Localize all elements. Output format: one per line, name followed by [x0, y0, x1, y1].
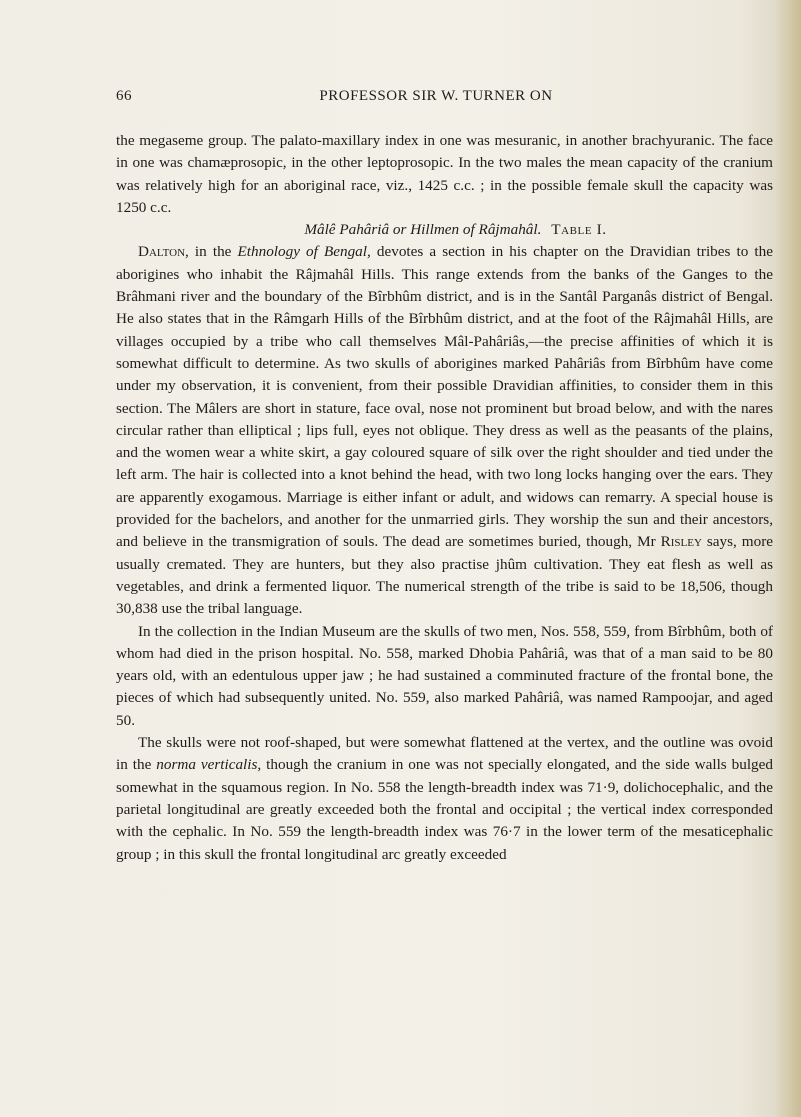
paragraph-dalton-part-a: , in the [185, 243, 238, 261]
paragraph-skulls-part-b: though the cranium in one was not specially elongated, and the side walls bulged somewhat in the squamous region. In No. 558 the length-breadth index was 71·9, dolichocephalic, and the parietal longitudinal are greatly exceeded both the frontal and occipital ; the vertical index corresponded with the cephalic. In No. 559 the length-breadth index was 76·7 in the lower term of the mesaticephalic group ; in this skull the frontal longitudinal arc greatly exceeded [116, 756, 773, 863]
paragraph-dalton-part-b: devotes a section in his chapter on the Dravidian tribes to the aborigines who inhabit the Râjmahâl Hills. This range extends from the banks of the Ganges to the Brâhmani river and the boundary of the Bîrbhûm district, and is in the Santâl Parganâs district of Bengal. He also states that in the Râmgarh Hills of the Bîrbhûm district, and at the foot of the Râjmahâl Hills, are villages occupied by a tribe who call themselves Mâl-Pahâriâs,—the precise affinities of which it is somewhat difficult to determine. As two skulls of aborigines marked Pahâriâs from Bîrbhûm have come under my observation, it is convenient, from their possible Dravidian affinities, to consider them in this section. The Mâlers are short in stature, face oval, nose not prominent but broad below, and with the nares circular rather than elliptical ; lips full, eyes not oblique. They dress as well as the peasants of the plains, and the women wear a white skirt, a gay coloured square of silk over the right shoulder and tied under the left arm. The hair is collected into a knot behind the head, with two long locks hanging over the ears. They are apparently exogamous. Marriage is either infant or adult, and widows can remarry. A special house is provided for the bachelors, and another for the unmarried girls. They worship the sun and their ancestors, and believe in the transmigration of souls. The dead are sometimes buried, though, Mr [116, 243, 773, 551]
paragraph-dalton [116, 241, 773, 620]
running-head: PROFESSOR SIR W. TURNER ON [319, 88, 553, 104]
body-text [116, 130, 773, 866]
page-header [116, 88, 716, 108]
page-edge-shading [775, 0, 801, 1117]
author-name-risley: Risley [660, 533, 702, 551]
table-heading-label: Table I. [551, 221, 607, 239]
paragraph-intro: the megaseme group. The palato-maxillary index in one was mesuranic, in another brachyuranic. The face in one was chamæprosopic, in the other leptoprosopic. In the two males the mean capacity of the cranium was relatively high for an aboriginal race, viz., 1425 c.c. ; in the possible female skull the capacity was 1250 c.c. [116, 132, 773, 216]
paragraph-skulls [116, 732, 773, 866]
table-heading [116, 219, 773, 241]
paragraph-skulls-part-a: The skulls were not roof-shaped, but were somewhat flattened at the vertex, and the outline was ovoid in the [116, 734, 773, 774]
paragraph-museum: In the collection in the Indian Museum are the skulls of two men, Nos. 558, 559, from Bîrbhûm, both of whom had died in the prison hospital. No. 558, marked Dhobia Pahâriâ, was that of a man said to be 80 years old, with an edentulous upper jaw ; he had sustained a comminuted fracture of the frontal bone, the pieces of which had subsequently united. No. 559, also marked Pahâriâ, was named Rampoojar, and aged 50. [116, 622, 773, 729]
page-number: 66 [116, 88, 132, 104]
latin-term: norma verticalis, [156, 756, 262, 774]
table-heading-title: Mâlê Pahâriâ or Hillmen of Râjmahâl. [304, 221, 542, 239]
paragraph-dalton-part-c: says, more usually cremated. They are hunters, but they also practise jhûm cultivation. They eat flesh as well as vegetables, and drink a fermented liquor. The numerical strength of the tribe is said to be 18,506, though 30,838 use the tribal language. [116, 533, 773, 618]
work-title: Ethnology of Bengal, [237, 243, 371, 261]
author-name-dalton: Dalton [138, 243, 186, 261]
